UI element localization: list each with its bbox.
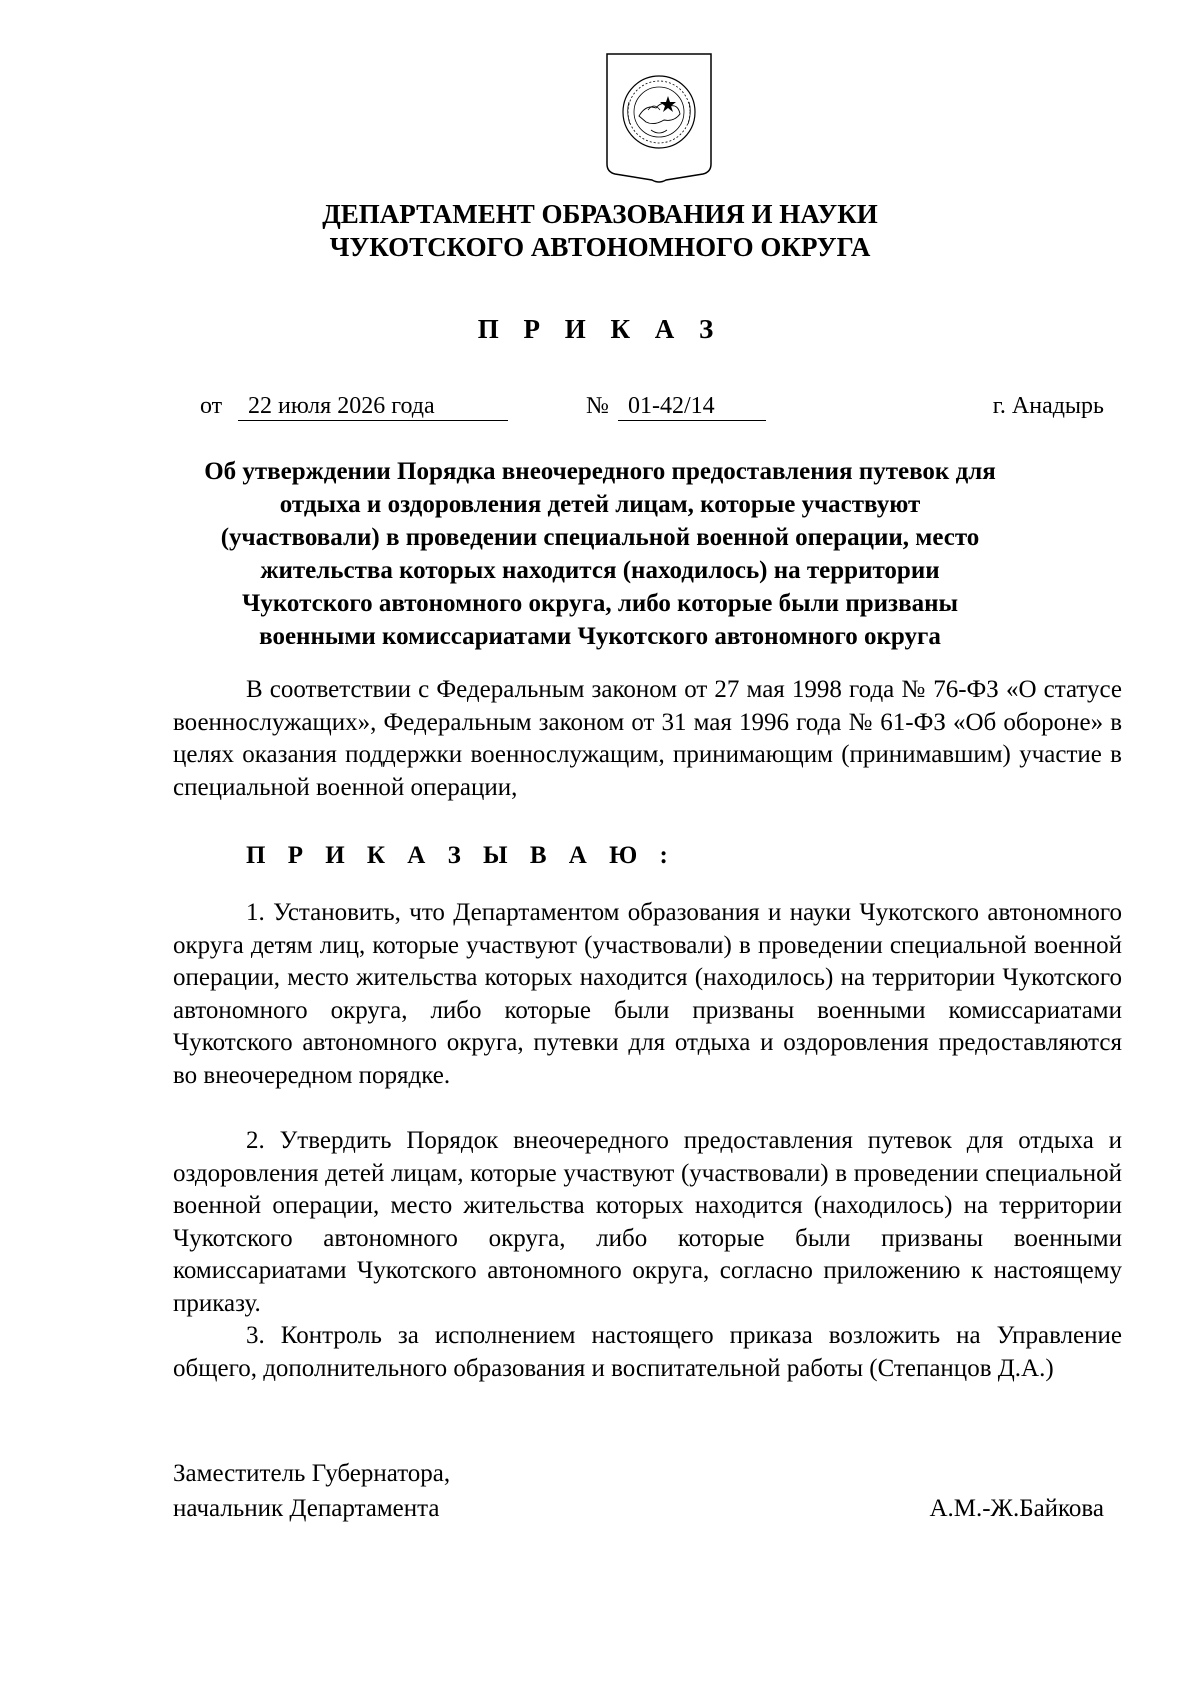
coat-of-arms-icon	[604, 52, 714, 188]
order-number: 01-42/14	[618, 393, 766, 421]
order-directive-word: П Р И К А З Ы В А Ю :	[246, 842, 676, 869]
department-name-line1: ДЕПАРТАМЕНТ ОБРАЗОВАНИЯ И НАУКИ	[322, 199, 878, 229]
order-item-1: 1. Установить, что Департаментом образования и науки Чукотского автономного округа детям лиц, которые участвуют (участвовали) в проведении специальной военной операции, место жительства которых находится (находилось) на территории Чукотского автономного округа, либо которые были призваны военными комиссариатами Чукотского автономного округа, путевки для отдыха и оздоровления предоставляются во внеочередном порядке.	[173, 899, 1122, 1089]
preamble-paragraph: В соответствии с Федеральным законом от 27 мая 1998 года № 76-ФЗ «О статусе военнослужащих», Федеральным законом от 31 мая 1996 года № 61-ФЗ «Об обороне» в целях оказания поддержки военнослужащим, принимающим (принимавшим) участие в специальной военной операции,	[173, 676, 1122, 801]
document-type-title: П Р И К А З	[477, 314, 723, 344]
signature-position-line2: начальник Департамента	[173, 1495, 440, 1522]
order-meta-row	[0, 393, 1200, 429]
order-date: 22 июля 2026 года	[238, 393, 508, 421]
signature-position-line1: Заместитель Губернатора,	[173, 1460, 451, 1487]
number-prefix: №	[586, 393, 609, 419]
department-name-line2: ЧУКОТСКОГО АВТОНОМНОГО ОКРУГА	[329, 232, 871, 262]
order-item-2: 2. Утвердить Порядок внеочередного предоставления путевок для отдыха и оздоровления детей лицам, которые участвуют (участвовали) в проведении специальной военной операции, место жительства которых находится (находилось) на территории Чукотского автономного округа, либо которые были призваны военными комиссариатами Чукотского автономного округа, согласно приложению к настоящему приказу.	[173, 1127, 1122, 1317]
order-place: г. Анадырь	[992, 393, 1104, 419]
date-prefix: от	[200, 393, 223, 419]
signatory-name: А.М.-Ж.Байкова	[929, 1495, 1104, 1522]
order-item-3: 3. Контроль за исполнением настоящего приказа возложить на Управление общего, дополнительного образования и воспитательной работы (Степанцов Д.А.)	[173, 1322, 1122, 1382]
signature-position	[173, 1456, 450, 1526]
order-subject: Об утверждении Порядка внеочередного предоставления путевок для отдыха и оздоровления детей лицам, которые участвуют (участвовали) в проведении специальной военной операции, место жительства которых находится (находилось) на территории Чукотского автономного округа, либо которые были призваны военными комиссариатами Чукотского автономного округа	[204, 458, 996, 650]
